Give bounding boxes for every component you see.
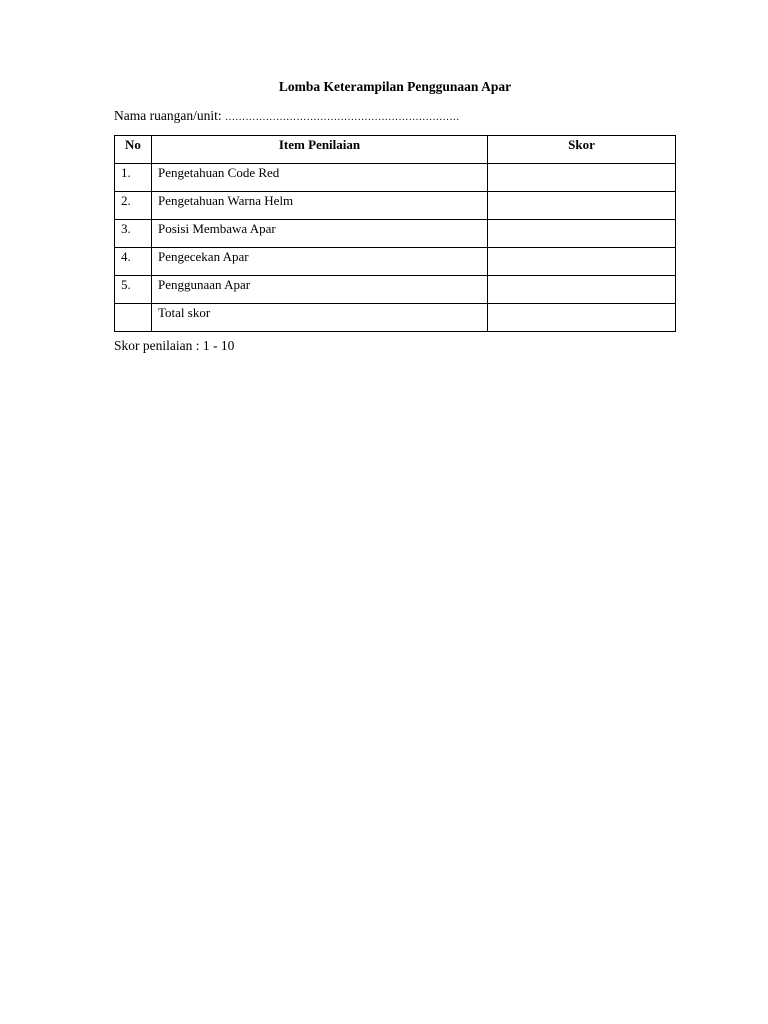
header-no: No: [115, 136, 152, 164]
row-item: Pengecekan Apar: [152, 248, 488, 276]
row-number: 5.: [115, 276, 152, 304]
table-row: [115, 248, 676, 276]
row-item: Pengetahuan Warna Helm: [152, 192, 488, 220]
row-score-cell: [488, 276, 676, 304]
row-item: Posisi Membawa Apar: [152, 220, 488, 248]
row-score-cell: [488, 248, 676, 276]
score-table: [114, 135, 676, 332]
table-header-row: [115, 136, 676, 164]
row-number: 3.: [115, 220, 152, 248]
score-scale-note: Skor penilaian : 1 - 10: [114, 338, 235, 353]
table-row: [115, 164, 676, 192]
header-score: Skor: [488, 136, 676, 164]
table-row: [115, 192, 676, 220]
row-number: 2.: [115, 192, 152, 220]
row-number: 1.: [115, 164, 152, 192]
header-item: Item Penilaian: [152, 136, 488, 164]
row-number: 4.: [115, 248, 152, 276]
unit-name-line: [114, 107, 460, 127]
unit-name-label: Nama ruangan/unit:: [114, 108, 222, 123]
table-total-row: [115, 304, 676, 332]
row-item: Pengetahuan Code Red: [152, 164, 488, 192]
row-score-cell: [488, 220, 676, 248]
row-number: [115, 304, 152, 332]
document-title: Lomba Keterampilan Penggunaan Apar: [278, 79, 512, 94]
row-score-cell: [488, 192, 676, 220]
row-score-cell: [488, 164, 676, 192]
row-item: Total skor: [152, 304, 488, 332]
table-row: [115, 276, 676, 304]
table-row: [115, 220, 676, 248]
row-item: Penggunaan Apar: [152, 276, 488, 304]
unit-name-blank: ……………………………………………………………: [224, 112, 460, 123]
row-score-cell: [488, 304, 676, 332]
